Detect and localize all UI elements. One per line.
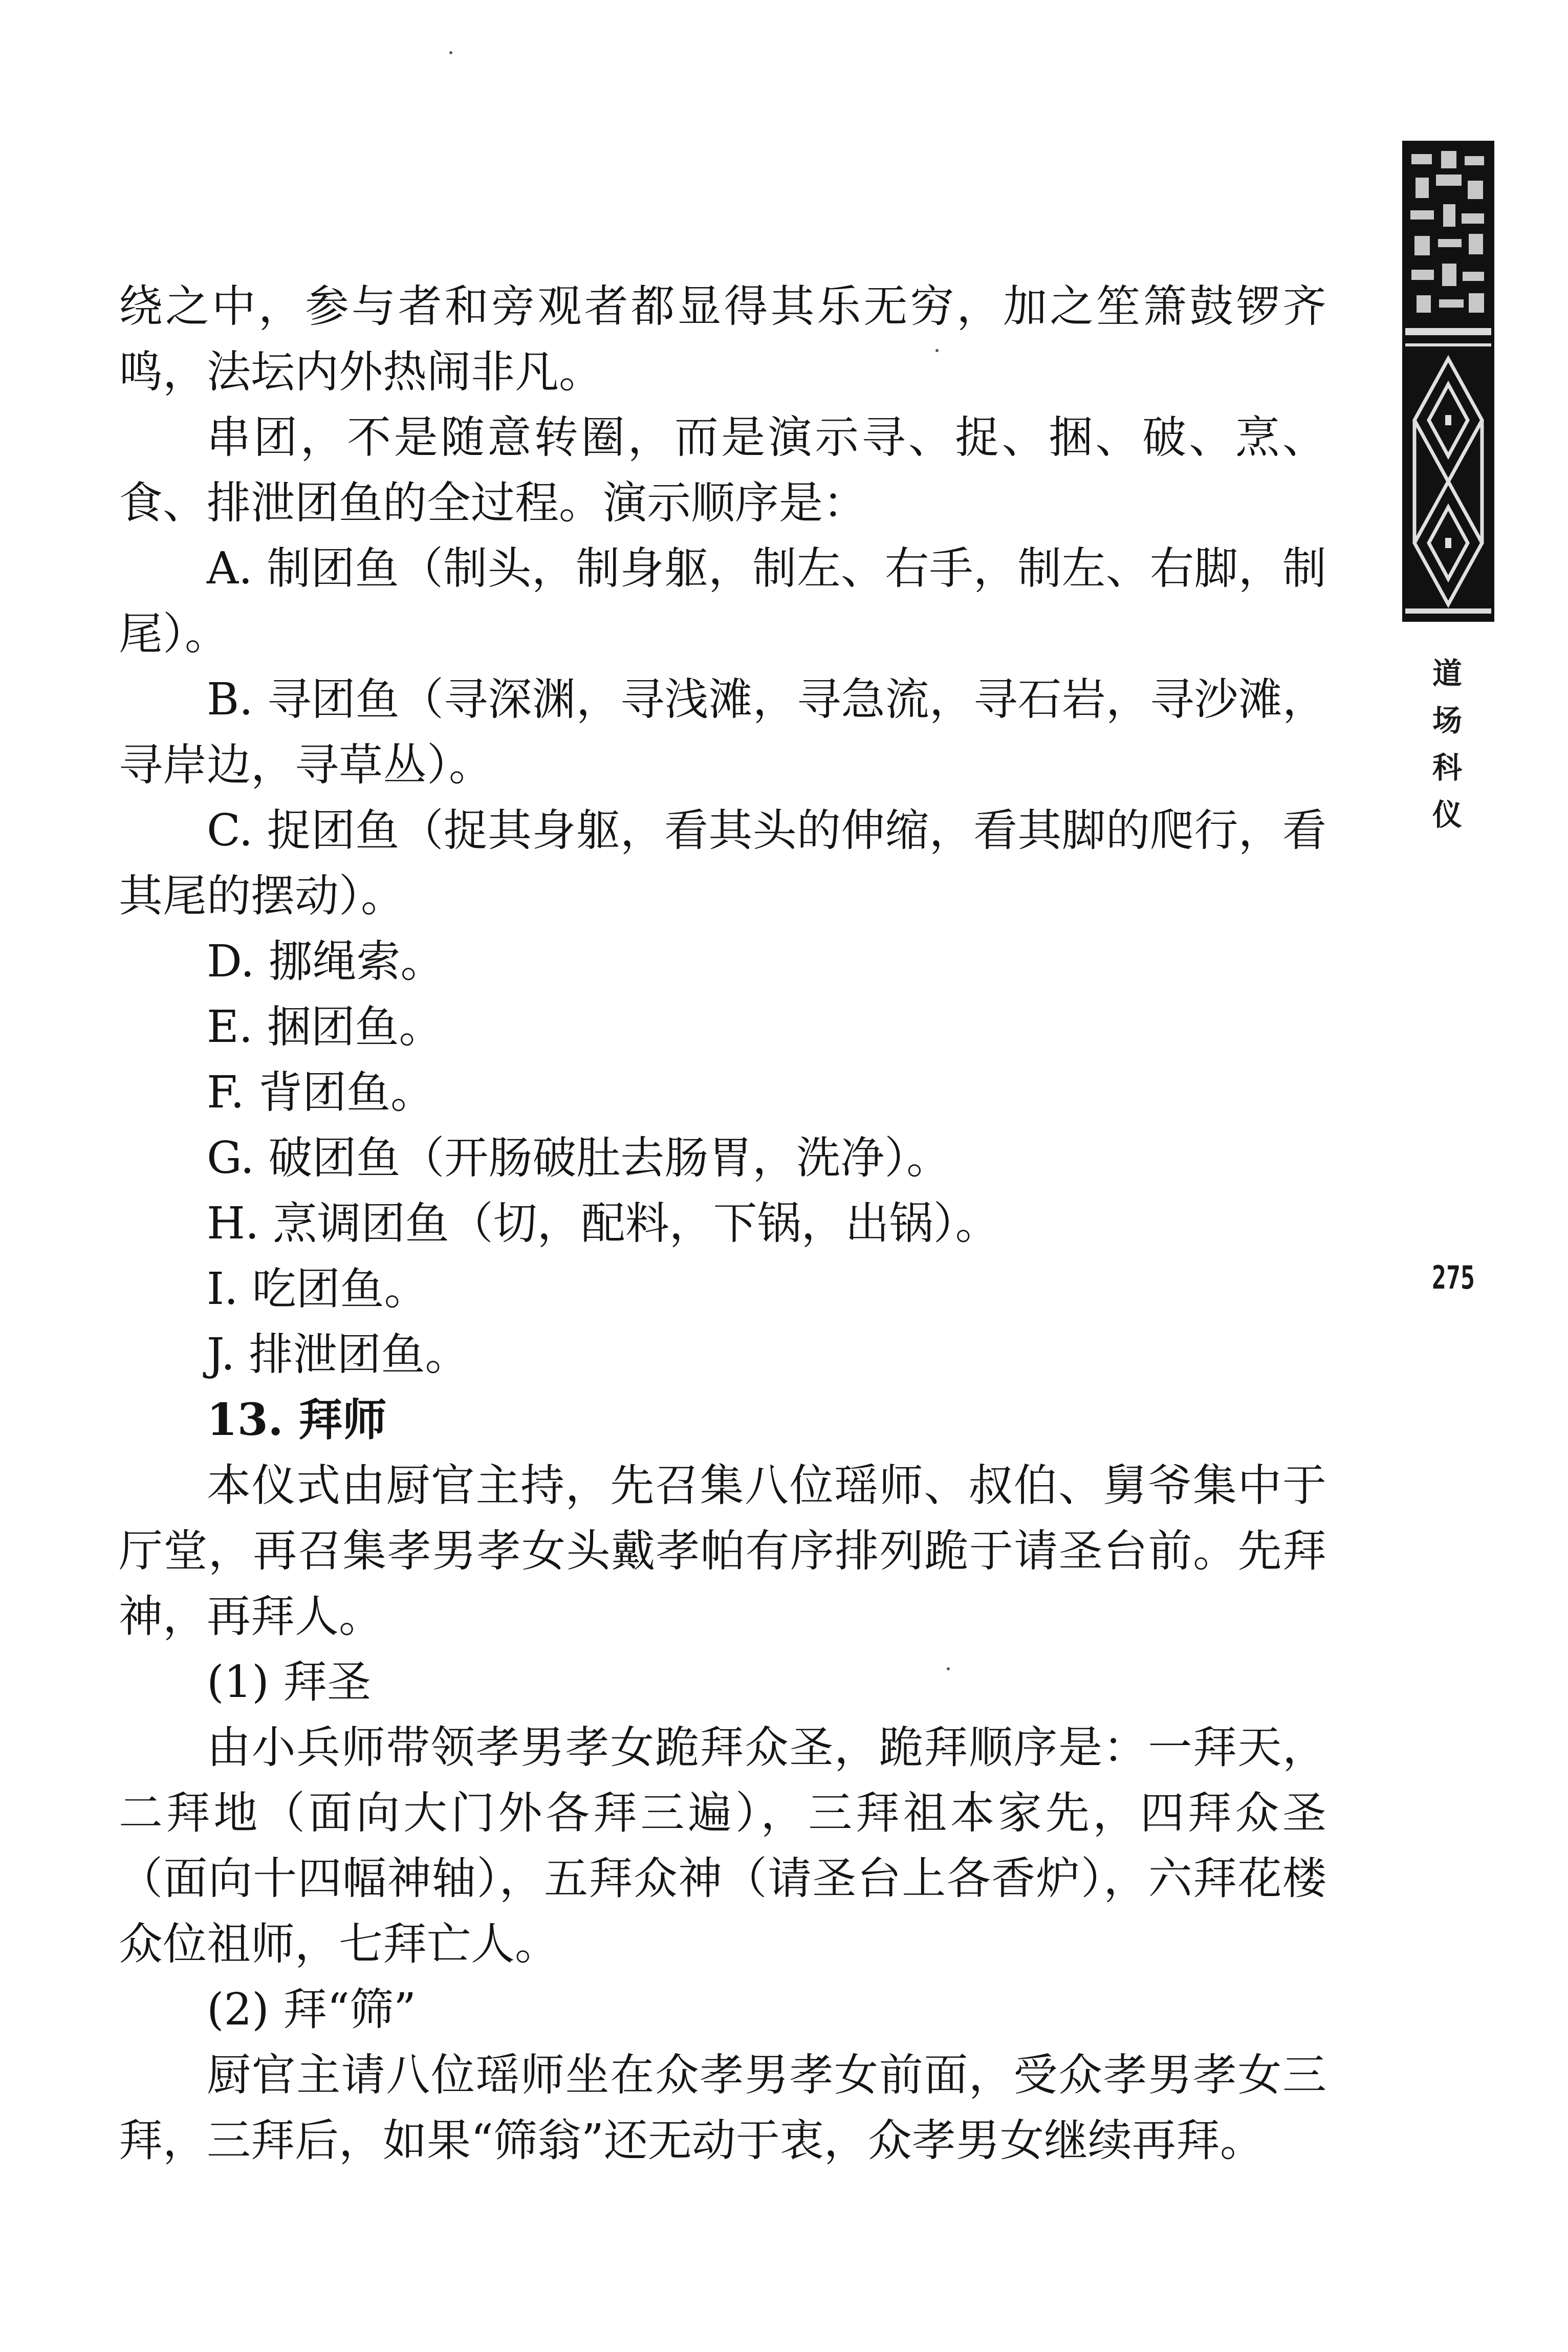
list-item: B. 寻团鱼（寻深渊，寻浅滩，寻急流，寻石岩，寻沙滩，寻岸边，寻草丛）。 <box>119 674 1326 791</box>
side-label-char: 科 <box>1432 750 1462 785</box>
side-label-char: 场 <box>1432 703 1462 738</box>
paragraph: 厨官主请八位瑶师坐在众孝男孝女前面，受众孝男孝女三拜，三拜后，如果“筛翁”还无动于衷，众孝男女继续再拜。 <box>119 2050 1326 2166</box>
paragraph: 串团，不是随意转圈，而是演示寻、捉、捆、破、烹、食、排泄团鱼的全过程。演示顺序是： <box>119 412 1326 529</box>
body-text <box>119 274 1326 2173</box>
list-item: G. 破团鱼（开肠破肚去肠胃，洗净）。 <box>207 1133 951 1184</box>
print-speck <box>449 51 452 54</box>
subsection-heading: (2) 拜“筛” <box>207 1984 417 2035</box>
list-item: E. 捆团鱼。 <box>207 1001 443 1053</box>
side-section-label <box>1427 650 1468 838</box>
list-item: J. 排泄团鱼。 <box>207 1329 469 1380</box>
list-item: F. 背团鱼。 <box>207 1067 434 1118</box>
paragraph: 由小兵师带领孝男孝女跪拜众圣，跪拜顺序是：一拜天，二拜地（面向大门外各拜三遍），三拜祖本家先，四拜众圣（面向十四幅神轴），五拜众神（请圣台上各香炉），六拜花楼众位祖师，七拜亡人。 <box>119 1722 1326 1970</box>
list-item: I. 吃团鱼。 <box>207 1264 428 1315</box>
paragraph: 本仪式由厨官主持，先召集八位瑶师、叔伯、舅爷集中于厅堂，再召集孝男孝女头戴孝帕有序排列跪于请圣台前。先拜神，再拜人。 <box>119 1460 1326 1642</box>
subsection-heading: (1) 拜圣 <box>207 1657 372 1708</box>
side-label-char: 道 <box>1432 656 1462 691</box>
list-item: C. 捉团鱼（捉其身躯，看其头的伸缩，看其脚的爬行，看其尾的摆动）。 <box>119 805 1326 922</box>
list-item: D. 挪绳索。 <box>207 936 445 987</box>
list-item: A. 制团鱼（制头，制身躯，制左、右手，制左、右脚，制尾）。 <box>119 543 1326 660</box>
paragraph: 绕之中，参与者和旁观者都显得其乐无穷，加之笙箫鼓锣齐鸣，法坛内外热闹非凡。 <box>119 281 1326 398</box>
section-heading: 13. 拜师 <box>207 1394 387 1446</box>
ornament-pattern-icon <box>1405 144 1491 619</box>
decorative-side-tab <box>1402 141 1494 622</box>
side-label-char: 仪 <box>1432 797 1462 832</box>
page-number: 275 <box>1432 1259 1475 1296</box>
list-item: H. 烹调团鱼（切，配料，下锅，出锅）。 <box>207 1198 999 1249</box>
